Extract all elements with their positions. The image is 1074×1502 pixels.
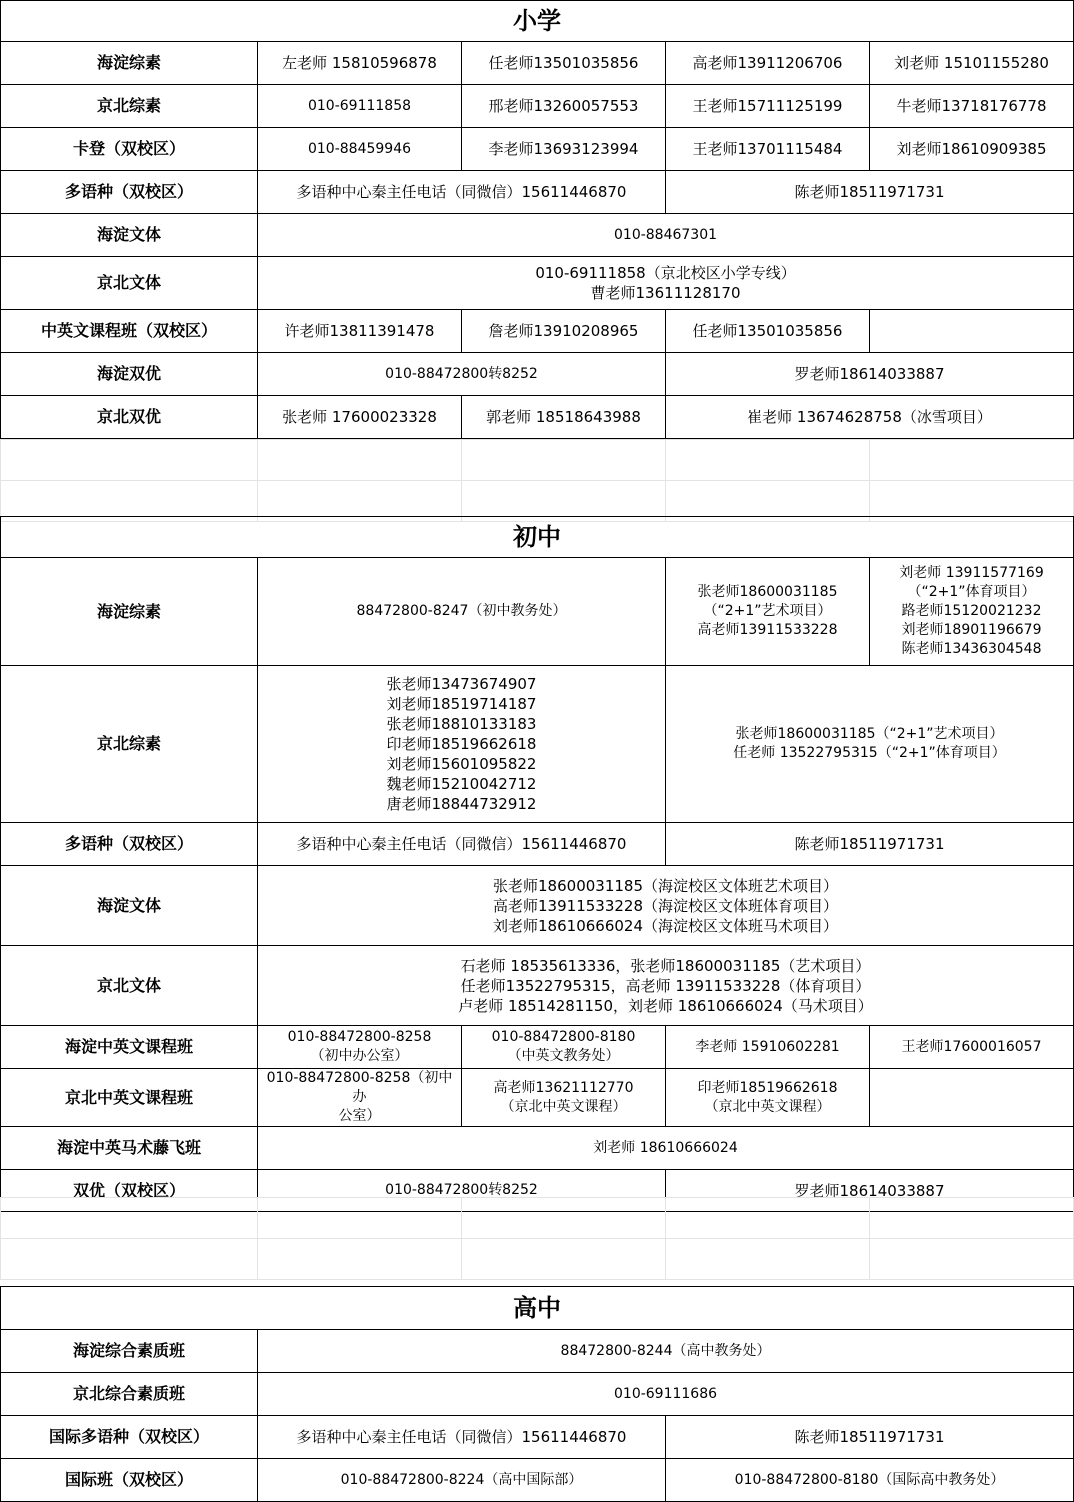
contact-cell	[462, 1026, 666, 1069]
row-label: 海淀中英马术藤飞班	[1, 1127, 258, 1170]
contact-cell: 邢老师13260057553	[462, 85, 666, 128]
contact-cell: 左老师 15810596878	[258, 42, 462, 85]
contact-line: （中英文教务处）	[507, 1048, 620, 1064]
contact-line: （京北中英文课程）	[500, 1098, 627, 1115]
contact-cell: 陈老师18511971731	[666, 1416, 1074, 1459]
empty-cell	[1, 1239, 258, 1280]
contact-line: 010-88472800-8180	[491, 1029, 636, 1045]
empty-cell	[1, 1198, 258, 1239]
contact-line: 陈老师13436304548	[901, 641, 1042, 657]
row-label: 国际多语种（双校区）	[1, 1416, 258, 1459]
row-label: 京北中英文课程班	[1, 1069, 258, 1127]
contact-cell: 陈老师18511971731	[666, 171, 1074, 214]
contact-line: （京北中英文课程）	[704, 1098, 831, 1115]
section-title-middle: 初中	[1, 517, 1074, 558]
contact-cell	[666, 558, 870, 666]
contact-cell: 88472800-8247（初中教务处）	[258, 558, 666, 666]
row-label: 海淀综素	[1, 42, 258, 85]
row-label: 海淀中英文课程班	[1, 1026, 258, 1069]
empty-grid-rows	[0, 1197, 1074, 1280]
contact-cell: 罗老师18614033887	[666, 353, 1074, 396]
row-label: 海淀综素	[1, 558, 258, 666]
contact-line: 任老师13522795315，高老师 13911533228（体育项目）	[460, 976, 871, 995]
contact-cell: 高老师13911206706	[666, 42, 870, 85]
empty-cell	[462, 1198, 666, 1239]
row-label: 京北综素	[1, 85, 258, 128]
section-title-primary: 小学	[1, 1, 1074, 42]
empty-cell	[870, 440, 1074, 481]
row-label: 京北双优	[1, 396, 258, 439]
contact-cell: 刘老师 18610666024	[258, 1127, 1074, 1170]
contact-cell: 詹老师13910208965	[462, 310, 666, 353]
empty-cell	[666, 440, 870, 481]
contact-line: 刘老师15601095822	[386, 755, 537, 773]
primary-school-table	[0, 0, 1074, 439]
row-label: 海淀文体	[1, 214, 258, 257]
empty-cell	[258, 440, 462, 481]
contact-line: 唐老师18844732912	[386, 795, 537, 813]
contact-cell	[258, 1026, 462, 1069]
contact-line: 公室）	[338, 1108, 381, 1124]
empty-grid-rows	[0, 439, 1074, 522]
contact-cell	[870, 558, 1074, 666]
contact-cell: 010-88472800-8224（高中国际部）	[258, 1459, 666, 1502]
contact-cell: 陈老师18511971731	[666, 823, 1074, 866]
contact-line: 刘老师 13911577169	[899, 565, 1044, 581]
contact-cell: 王老师13701115484	[666, 128, 870, 171]
contact-line: 刘老师18519714187	[386, 695, 537, 713]
contact-cell	[258, 866, 1074, 946]
empty-cell	[462, 440, 666, 481]
contact-line: 张老师18810133183	[386, 715, 537, 733]
row-label: 京北综素	[1, 666, 258, 823]
row-label: 多语种（双校区）	[1, 823, 258, 866]
contact-cell: 010-69111858	[258, 85, 462, 128]
row-label: 海淀综合素质班	[1, 1330, 258, 1373]
contact-line: 010-69111858（京北校区小学专线）	[535, 264, 796, 282]
row-label: 双优（双校区）	[1, 1170, 258, 1212]
contact-cell: 罗老师18614033887	[666, 1170, 1074, 1212]
empty-cell	[258, 1239, 462, 1280]
empty-cell	[1, 440, 258, 481]
contact-cell: 张老师 17600023328	[258, 396, 462, 439]
contact-cell: 牛老师13718176778	[870, 85, 1074, 128]
contact-line: （“2+1”艺术项目）	[703, 603, 832, 619]
empty-cell	[870, 310, 1074, 353]
contact-cell: 王老师15711125199	[666, 85, 870, 128]
contact-line: 高老师13911533228（海淀校区文体班体育项目）	[493, 896, 838, 915]
contact-cell: 许老师13811391478	[258, 310, 462, 353]
empty-cell	[870, 1239, 1074, 1280]
contact-line: 石老师 18535613336，张老师18600031185（艺术项目）	[460, 956, 871, 975]
contact-cell: 李老师 15910602281	[666, 1026, 870, 1069]
empty-cell	[870, 1198, 1074, 1239]
contact-line: 曹老师13611128170	[590, 284, 741, 302]
row-label: 海淀双优	[1, 353, 258, 396]
row-label: 京北综合素质班	[1, 1373, 258, 1416]
contact-line: 张老师18600031185	[697, 584, 838, 600]
contact-line: 张老师18600031185（“2+1”艺术项目）	[735, 726, 1004, 742]
empty-cell	[870, 1069, 1074, 1127]
row-label: 京北文体	[1, 946, 258, 1026]
contact-cell: 郭老师 18518643988	[462, 396, 666, 439]
contact-cell	[666, 666, 1074, 823]
contact-cell: 刘老师18610909385	[870, 128, 1074, 171]
contact-cell: 刘老师 15101155280	[870, 42, 1074, 85]
contact-cell: 王老师17600016057	[870, 1026, 1074, 1069]
contact-cell: 任老师13501035856	[462, 42, 666, 85]
empty-cell	[666, 1198, 870, 1239]
contact-line: 刘老师18901196679	[901, 622, 1042, 638]
contact-line: 刘老师18610666024（海淀校区文体班马术项目）	[493, 916, 838, 935]
contact-line: 任老师 13522795315（“2+1”体育项目）	[733, 745, 1006, 761]
contact-cell: 任老师13501035856	[666, 310, 870, 353]
contact-line: 魏老师15210042712	[386, 775, 537, 793]
contact-cell: 010-88459946	[258, 128, 462, 171]
row-label: 多语种（双校区）	[1, 171, 258, 214]
contact-line: 高老师13911533228	[697, 622, 838, 638]
contact-line: （“2+1”体育项目）	[907, 584, 1036, 600]
contact-cell	[258, 257, 1074, 310]
contact-cell: 010-88472800转8252	[258, 1170, 666, 1212]
contact-line: 张老师18600031185（海淀校区文体班艺术项目）	[493, 876, 838, 895]
contact-line: 010-88472800-8258	[287, 1029, 432, 1045]
row-label: 卡登（双校区）	[1, 128, 258, 171]
contact-line: 张老师13473674907	[386, 675, 537, 693]
contact-cell: 010-88467301	[258, 214, 1074, 257]
contact-cell: 010-88472800-8180（国际高中教务处）	[666, 1459, 1074, 1502]
contact-cell	[258, 946, 1074, 1026]
contact-cell: 多语种中心秦主任电话（同微信）15611446870	[258, 823, 666, 866]
high-school-table	[0, 1286, 1074, 1502]
empty-cell	[666, 1239, 870, 1280]
contact-line: 高老师13621112770	[493, 1079, 634, 1096]
contact-line: （初中办公室）	[310, 1048, 409, 1064]
row-label: 中英文课程班（双校区）	[1, 310, 258, 353]
contact-cell	[666, 1069, 870, 1127]
contact-line: 路老师15120021232	[901, 603, 1042, 619]
contact-cell	[258, 666, 666, 823]
contact-cell: 多语种中心秦主任电话（同微信）15611446870	[258, 1416, 666, 1459]
row-label: 国际班（双校区）	[1, 1459, 258, 1502]
row-label: 海淀文体	[1, 866, 258, 946]
contact-line: 印老师18519662618	[697, 1079, 838, 1096]
contact-cell	[258, 1069, 462, 1127]
contact-cell: 010-69111686	[258, 1373, 1074, 1416]
row-label: 京北文体	[1, 257, 258, 310]
contact-cell: 多语种中心秦主任电话（同微信）15611446870	[258, 171, 666, 214]
empty-cell	[258, 1198, 462, 1239]
empty-cell	[462, 1239, 666, 1280]
contact-cell	[462, 1069, 666, 1127]
middle-school-table	[0, 516, 1074, 1212]
contact-line: 印老师18519662618	[386, 735, 537, 753]
contact-line: 卢老师 18514281150，刘老师 18610666024（马术项目）	[458, 996, 873, 1015]
contact-cell: 崔老师 13674628758（冰雪项目）	[666, 396, 1074, 439]
contact-cell: 010-88472800转8252	[258, 353, 666, 396]
contact-cell: 李老师13693123994	[462, 128, 666, 171]
contact-cell: 88472800-8244（高中教务处）	[258, 1330, 1074, 1373]
section-title-high: 高中	[1, 1287, 1074, 1330]
contact-line: 010-88472800-8258（初中办	[266, 1070, 453, 1105]
